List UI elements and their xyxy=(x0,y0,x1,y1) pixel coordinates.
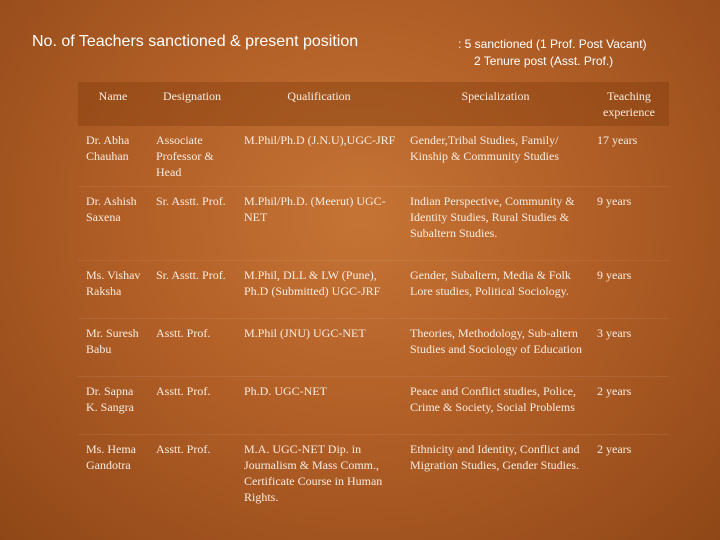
cell-specialization: Indian Perspective, Community & Identity Studies, Rural Studies & Subaltern Studies. xyxy=(402,187,589,261)
cell-designation: Asstt. Prof. xyxy=(148,435,236,512)
cell-name: Ms. Hema Gandotra xyxy=(78,435,148,512)
teachers-table xyxy=(78,82,669,511)
cell-specialization: Peace and Conflict studies, Police, Crime & Society, Social Problems xyxy=(402,377,589,435)
cell-experience: 9 years xyxy=(589,261,669,319)
cell-specialization: Theories, Methodology, Sub-altern Studies and Sociology of Education xyxy=(402,319,589,377)
table-row xyxy=(78,261,669,319)
cell-experience: 2 years xyxy=(589,377,669,435)
cell-qualification: M.Phil, DLL & LW (Pune), Ph.D (Submitted) UGC-JRF xyxy=(236,261,402,319)
cell-name: Mr. Suresh Babu xyxy=(78,319,148,377)
cell-experience: 3 years xyxy=(589,319,669,377)
sanctioned-note-line1: : 5 sanctioned (1 Prof. Post Vacant) xyxy=(458,37,647,51)
header-designation: Designation xyxy=(163,89,221,103)
table-row xyxy=(78,435,669,512)
cell-name: Dr. Ashish Saxena xyxy=(78,187,148,261)
table-row xyxy=(78,126,669,187)
cell-experience: 9 years xyxy=(589,187,669,261)
cell-designation: Associate Professor & Head xyxy=(156,133,214,179)
cell-specialization: Gender, Subaltern, Media & Folk Lore studies, Political Sociology. xyxy=(402,261,589,319)
sanctioned-note-line2: 2 Tenure post (Asst. Prof.) xyxy=(474,54,614,68)
cell-designation: Asstt. Prof. xyxy=(148,319,236,377)
page-title: No. of Teachers sanctioned & present position xyxy=(32,33,359,50)
cell-specialization: Ethnicity and Identity, Conflict and Migration Studies, Gender Studies. xyxy=(402,435,589,512)
table-header-row xyxy=(78,82,669,126)
table-row xyxy=(78,187,669,261)
cell-qualification: Ph.D. UGC-NET xyxy=(236,377,402,435)
cell-designation: Sr. Asstt. Prof. xyxy=(148,261,236,319)
cell-designation: Sr. Asstt. Prof. xyxy=(148,187,236,261)
header-specialization: Specialization xyxy=(461,89,530,103)
cell-experience: 17 years xyxy=(597,133,638,147)
header-experience: Teaching experience xyxy=(603,89,655,119)
sanctioned-note xyxy=(458,36,708,70)
cell-name: Dr. Sapna K. Sangra xyxy=(78,377,148,435)
cell-name: Ms. Vishav Raksha xyxy=(78,261,148,319)
header-name: Name xyxy=(98,89,128,103)
cell-qualification: M.A. UGC-NET Dip. in Journalism & Mass Comm., Certificate Course in Human Rights. xyxy=(236,435,402,512)
cell-qualification: M.Phil/Ph.D. (Meerut) UGC-NET xyxy=(236,187,402,261)
cell-specialization: Gender,Tribal Studies, Family/ Kinship & Community Studies xyxy=(410,133,560,163)
table-row xyxy=(78,319,669,377)
cell-qualification: M.Phil (JNU) UGC-NET xyxy=(236,319,402,377)
cell-designation: Asstt. Prof. xyxy=(148,377,236,435)
header-qualification: Qualification xyxy=(287,89,351,103)
cell-qualification: M.Phil/Ph.D (J.N.U),UGC-JRF xyxy=(244,133,396,147)
table-row xyxy=(78,377,669,435)
cell-experience: 2 years xyxy=(589,435,669,512)
cell-name: Dr. Abha Chauhan xyxy=(86,133,130,163)
